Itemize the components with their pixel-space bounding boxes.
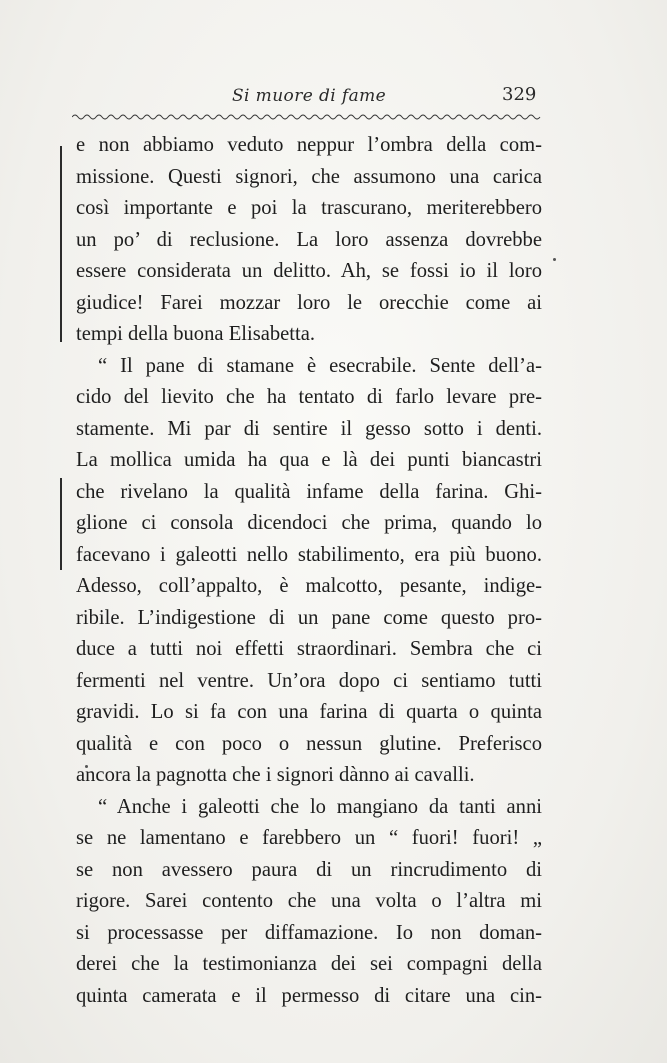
running-head (0, 86, 667, 114)
running-title: Si muore di fame (232, 86, 387, 106)
text-line: qualità e con poco o nessun glutine. Preferisco (76, 732, 542, 755)
text-line: La mollica umida ha qua e là dei punti biancastri (76, 449, 542, 471)
margin-mark-top (60, 146, 62, 342)
text-line: ribile. L’indigestione di un pane come questo pro- (76, 606, 542, 629)
page-number: 329 (502, 84, 537, 105)
text-line: tempi della buona Elisabetta. (76, 323, 316, 345)
text-line: si processasse per diffamazione. Io non doman- (76, 921, 542, 944)
text-line: che rivelano la qualità infame della farina. Ghi- (76, 480, 542, 503)
page-speck (553, 258, 556, 261)
text-line: giudice! Farei mozzar loro le orecchie come ai (76, 291, 542, 314)
text-line: un po’ di reclusione. La loro assenza dovrebbe (76, 228, 542, 251)
text-line: fermenti nel ventre. Un’ora dopo ci sentiamo tutti (76, 669, 542, 692)
text-line: stamente. Mi par di sentire il gesso sotto i denti. (76, 417, 542, 440)
text-line: derei che la testimonianza dei sei compagni della (76, 953, 542, 975)
wavy-rule-ornament (72, 112, 542, 122)
text-line: se non avessero paura di un rincrudimento di (76, 858, 542, 881)
text-line: duce a tutti noi effetti straordinari. Sembra che ci (76, 638, 542, 660)
text-line: ancora la pagnotta che i signori dànno ai cavalli. (76, 764, 475, 786)
text-line: così importante e poi la trascurano, meriterebbero (76, 197, 542, 219)
text-line: glione ci consola dicendoci che prima, quando lo (76, 512, 542, 534)
text-line: rigore. Sarei contento che una volta o l’altra mi (76, 890, 542, 912)
text-line: essere considerata un delitto. Ah, se fossi io il loro (76, 260, 542, 282)
text-line: se ne lamentano e farebbero un “ fuori! fuori! „ (76, 827, 542, 849)
text-line: missione. Questi signori, che assumono una carica (76, 165, 542, 188)
text-line: facevano i galeotti nello stabilimento, era più buono. (76, 543, 542, 566)
text-line: gravidi. Lo si fa con una farina di quarta o quinta (76, 701, 542, 723)
text-line: “ Anche i galeotti che lo mangiano da tanti anni (98, 795, 542, 818)
text-line: Adesso, coll’appalto, è malcotto, pesante, indige- (76, 575, 542, 597)
body-text (76, 130, 542, 1012)
text-line: e non abbiamo veduto neppur l’ombra della com- (76, 134, 542, 156)
margin-mark-middle (60, 478, 62, 570)
text-line: quinta camerata e il permesso di citare una cin- (76, 984, 542, 1007)
text-line: cido del lievito che ha tentato di farlo levare pre- (76, 386, 542, 408)
text-line: “ Il pane di stamane è esecrabile. Sente dell’a- (98, 354, 542, 377)
